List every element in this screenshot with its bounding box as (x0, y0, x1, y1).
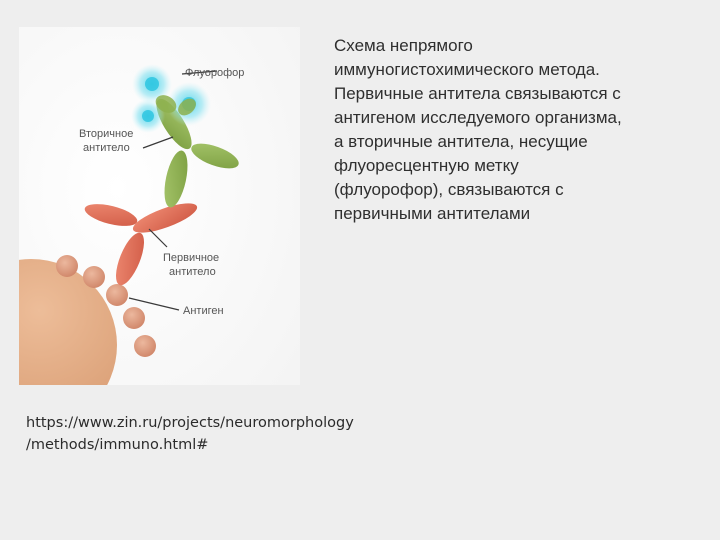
label-fluorophore: Флуорофор (185, 67, 245, 79)
label-secondary-antibody-line1: Вторичное (79, 128, 134, 140)
antigen-bead (123, 307, 145, 329)
label-secondary-antibody-line2: антитело (83, 142, 130, 154)
label-antigen: Антиген (183, 305, 224, 317)
immunohistochemistry-diagram (19, 27, 300, 385)
caption-text: Схема непрямого иммуногистохимического метода. Первичные антитела связываются с антигеном исследуемого организма, а вторичные антитела, несущие флуоресцентную метку (флуорофор), связываются с первичными антителами (334, 36, 622, 223)
antigen-bead (134, 335, 156, 357)
fluorophore-core (145, 77, 159, 91)
label-primary-antibody-line2: антитело (169, 266, 216, 278)
antigen-bead (83, 266, 105, 288)
antigen-bead (106, 284, 128, 306)
source-url: https://www.zin.ru/projects/neuromorphology /methods/immuno.html# (26, 415, 354, 453)
fluorophore-core (142, 110, 154, 122)
label-primary-antibody-line1: Первичное (163, 252, 220, 264)
antigen-bead (56, 255, 78, 277)
